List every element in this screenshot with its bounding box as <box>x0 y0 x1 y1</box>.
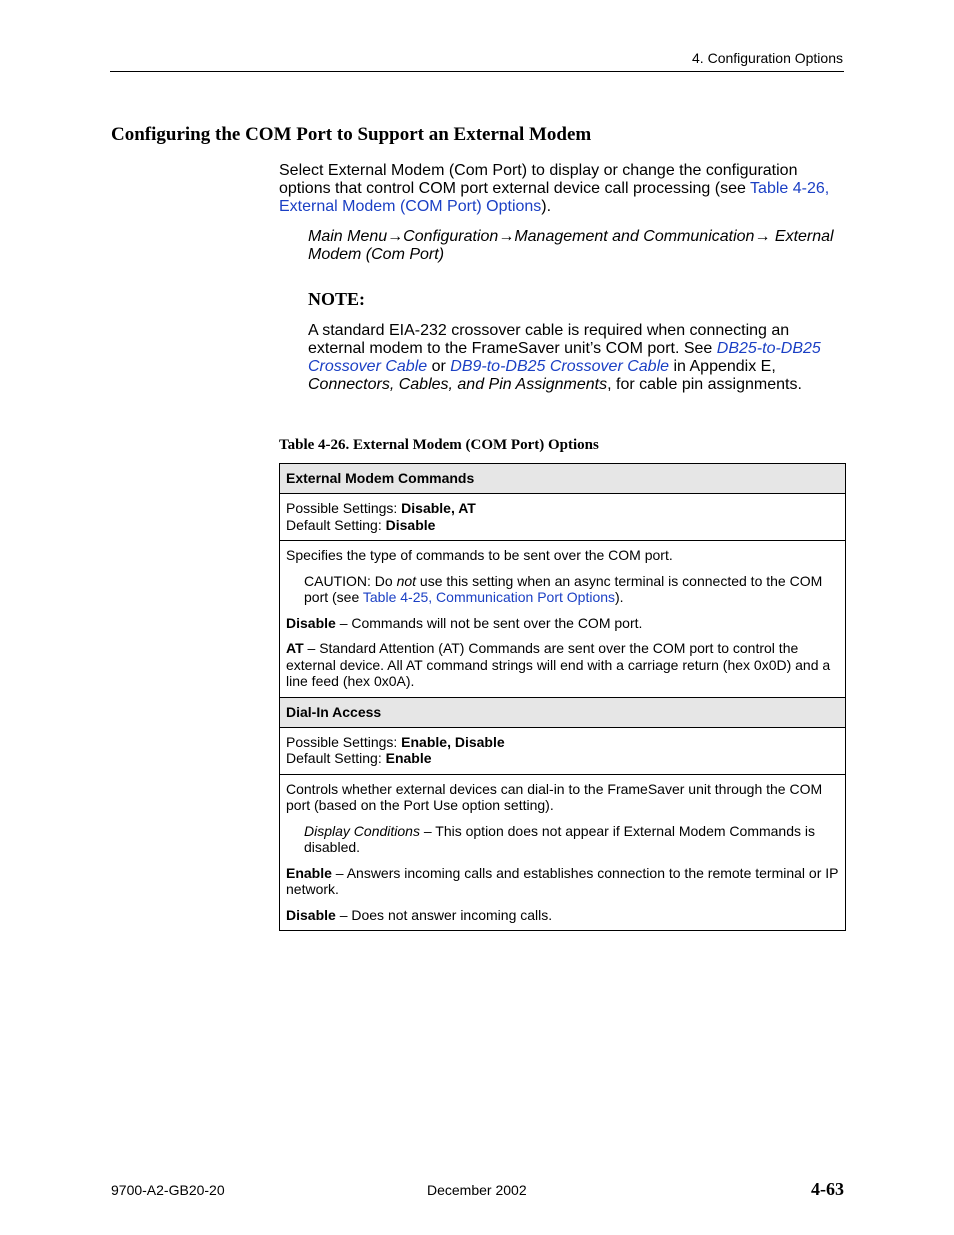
option-settings <box>280 727 846 774</box>
value-term: AT <box>286 640 304 656</box>
running-header: 4. Configuration Options <box>692 50 843 66</box>
option-name: Dial-In Access <box>280 697 846 727</box>
display-conditions-text: – This option does not appear if External Modem Commands is disabled. <box>304 822 816 855</box>
table-row <box>280 697 846 727</box>
table-4-25-link[interactable]: Table 4-25, Communication Port Options <box>362 589 616 605</box>
note-text: A standard EIA-232 crossover cable is required when connecting an external modem to the FrameSaver unit’s COM port. See <box>308 322 790 357</box>
note-body <box>308 322 848 394</box>
value-text: – Answers incoming calls and establishes connection to the remote terminal or IP network. <box>286 864 839 897</box>
option-name: External Modem Commands <box>280 464 846 494</box>
value-text: – Commands will not be sent over the COM port. <box>335 614 643 631</box>
option-summary: Specifies the type of commands to be sent over the COM port. <box>286 547 673 563</box>
note-text: in Appendix E, <box>669 358 776 375</box>
table-row <box>280 541 846 698</box>
caution-text: ). <box>615 589 624 605</box>
table-row <box>280 494 846 541</box>
table-row <box>280 464 846 494</box>
db9-crossover-link[interactable]: DB9-to-DB25 Crossover Cable <box>450 358 670 375</box>
note-heading: NOTE: <box>308 289 366 309</box>
publication-date: December 2002 <box>427 1182 527 1198</box>
option-description <box>280 774 846 931</box>
value-description <box>286 615 839 632</box>
note-text: , for cable pin assignments. <box>607 376 802 393</box>
caution-text: use this setting when an async terminal is connected to the COM port (see <box>304 572 823 605</box>
caution-text: CAUTION: Do <box>304 572 397 589</box>
value-text: – Standard Attention (AT) Commands are sent over the COM port to control the external device. All AT command strings will end with a carriage return (hex 0x0D) and a line feed (hex 0x0A). <box>286 640 831 689</box>
possible-settings-label: Possible Settings: <box>286 500 402 516</box>
value-term: Disable <box>286 906 336 923</box>
option-settings <box>280 494 846 541</box>
db25-crossover-link[interactable]: DB25-to-DB25 Crossover Cable <box>308 340 821 375</box>
appendix-title: Connectors, Cables, and Pin Assignments <box>308 376 608 393</box>
value-description <box>286 865 839 898</box>
value-description <box>286 907 839 924</box>
possible-settings-value: Enable, Disable <box>401 733 505 750</box>
option-description <box>280 541 846 698</box>
menu-path: Main Menu→Configuration→Management and Communication→ External Modem (Com Port) <box>308 228 834 263</box>
note-text: or <box>427 358 451 375</box>
document-number: 9700-A2-GB20-20 <box>111 1182 225 1198</box>
options-table <box>279 463 846 931</box>
value-description <box>286 640 839 690</box>
section-title: Configuring the COM Port to Support an External Modem <box>111 124 592 145</box>
possible-settings-label: Possible Settings: <box>286 733 402 750</box>
table-row <box>280 774 846 931</box>
intro-text-end: ). <box>541 198 552 215</box>
value-term: Disable <box>286 614 336 631</box>
table-4-26-link[interactable]: Table 4-26, External Modem (COM Port) Options <box>279 180 830 215</box>
display-conditions <box>304 823 839 856</box>
page-number: 4-63 <box>811 1179 844 1199</box>
possible-settings-value: Disable, AT <box>401 500 476 516</box>
default-setting-label: Default Setting: <box>286 516 386 533</box>
value-term: Enable <box>286 864 332 881</box>
table-caption: Table 4-26. External Modem (COM Port) Options <box>279 437 599 453</box>
caution-note <box>304 573 839 606</box>
default-setting-value: Enable <box>385 750 432 766</box>
caution-emphasis: not <box>396 572 417 589</box>
option-summary: Controls whether external devices can dial-in to the FrameSaver unit through the COM port (based on the Port Use option setting). <box>286 780 823 813</box>
value-text: – Does not answer incoming calls. <box>335 906 553 923</box>
default-setting-value: Disable <box>385 516 436 533</box>
intro-text: Select External Modem (Com Port) to display or change the configuration options that control COM port external device call processing (see <box>279 162 798 197</box>
table-row <box>280 727 846 774</box>
header-rule <box>110 71 844 72</box>
display-conditions-label: Display Conditions <box>304 822 420 839</box>
default-setting-label: Default Setting: <box>286 750 386 766</box>
intro-paragraph <box>279 162 844 216</box>
